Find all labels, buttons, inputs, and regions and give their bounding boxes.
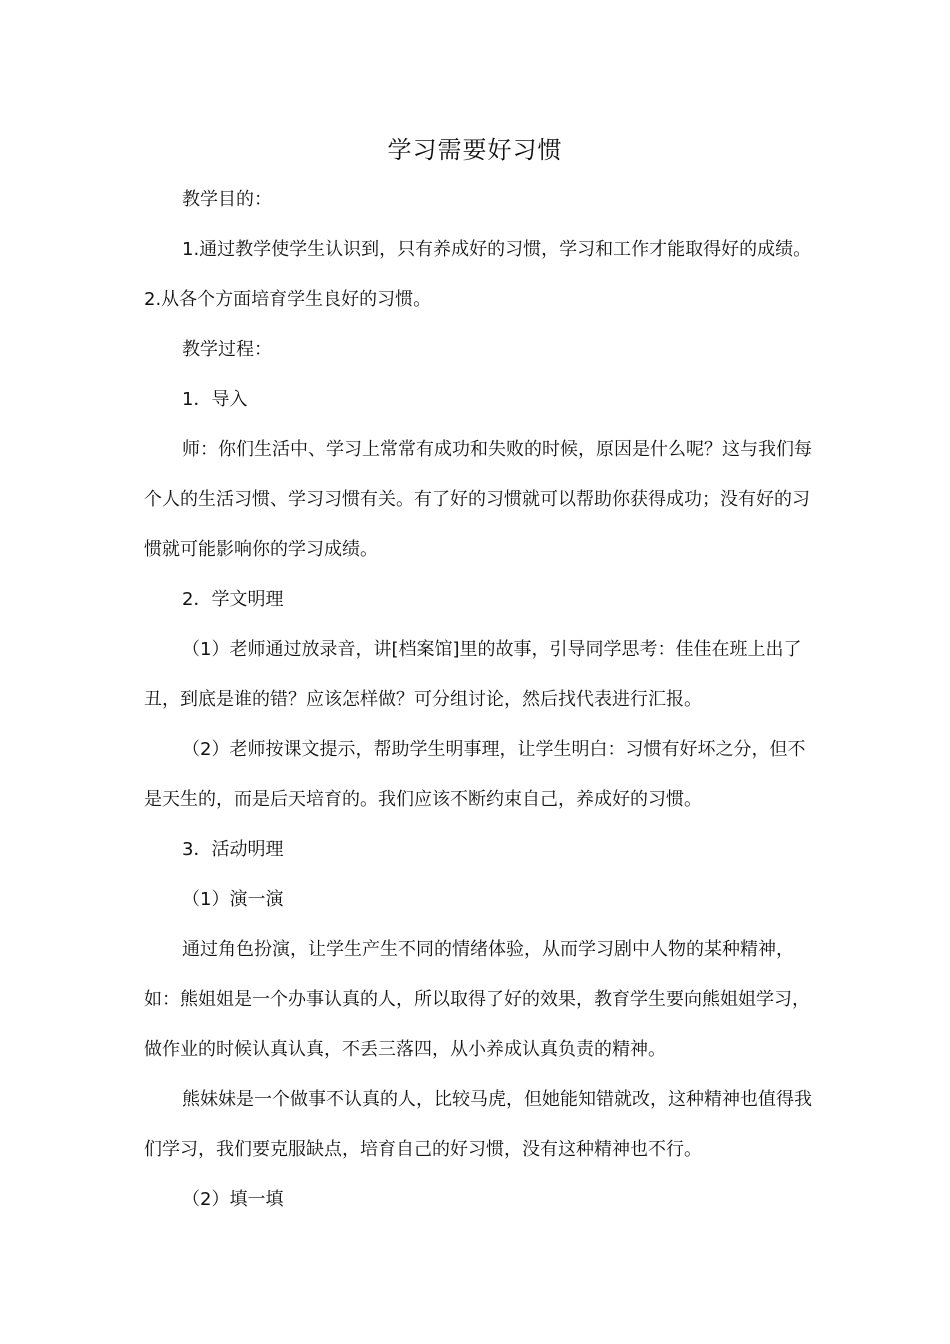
subheading-fill-in: （2）填一填 [182, 1189, 284, 1210]
paragraph-teaching-process-heading: 教学过程： [182, 339, 272, 360]
paragraph-study-step-1: （1）老师通过放录音，讲[档案馆]里的故事，引导同学思考：佳佳在班上出了丑，到底是谁的错？应该怎样做？可分组讨论，然后找代表进行汇报。 [144, 639, 802, 710]
paragraph-study-step-2: （2）老师按课文提示，帮助学生明事理，让学生明白：习惯有好坏之分，但不是天生的，而是后天培育的。我们应该不断约束自己，养成好的习惯。 [144, 739, 806, 810]
paragraph-bear-sister: 熊妹妹是一个做事不认真的人，比较马虎，但她能知错就改，这种精神也值得我们学习，我们要克服缺点，培育自己的好习惯，没有这种精神也不行。 [144, 1089, 812, 1160]
paragraph-teacher-intro: 师：你们生活中、学习上常常有成功和失败的时候，原因是什么呢？这与我们每个人的生活习惯、学习习惯有关。有了好的习惯就可以帮助你获得成功；没有好的习惯就可能影响你的学习成绩。 [144, 439, 812, 560]
document-title: 学习需要好习惯 [387, 136, 563, 164]
section-heading-intro: 1．导入 [182, 389, 248, 410]
paragraph-teaching-purpose-heading: 教学目的： [182, 189, 272, 210]
section-heading-study-text: 2．学文明理 [182, 589, 284, 610]
subheading-role-play: （1）演一演 [182, 889, 284, 910]
section-heading-activity: 3．活动明理 [182, 839, 284, 860]
paragraph-role-play-description: 通过角色扮演，让学生产生不同的情绪体验，从而学习剧中人物的某种精神，如：熊姐姐是一个办事认真的人，所以取得了好的效果，教育学生要向熊姐姐学习，做作业的时候认真认真，不丢三落四，从小养成认真负责的精神。 [144, 939, 810, 1060]
paragraph-teaching-purpose-items: 1.通过教学使学生认识到，只有养成好的习惯，学习和工作才能取得好的成绩。2.从各个方面培育学生良好的习惯。 [144, 239, 812, 310]
